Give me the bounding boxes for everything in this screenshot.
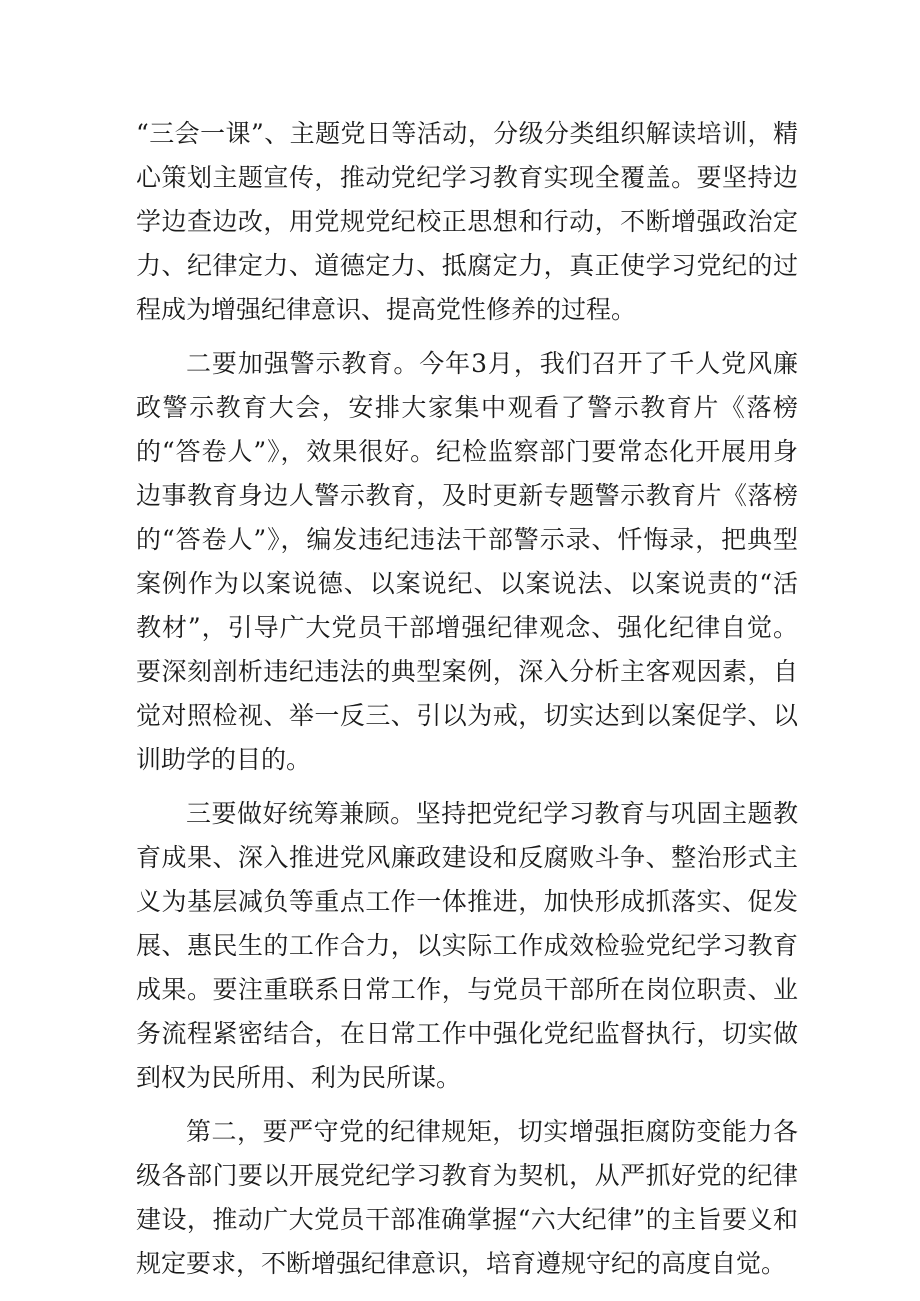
paragraph-4: 第二，要严守党的纪律规矩，切实增强拒腐防变能力各级各部门要以开展党纪学习教育为契机，从严抓好党的纪律建设，推动广大党员干部准确掌握“六大纪律”的主旨要义和规定要求，不断增强纪律意识，培育遵规守纪的高度自觉。	[136, 1117, 798, 1278]
paragraph-3: 三要做好统筹兼顾。坚持把党纪学习教育与巩固主题教育成果、深入推进党风廉政建设和反腐败斗争、整治形式主义为基层减负等重点工作一体推进，加快形成抓落实、促发展、惠民生的工作合力，以实际工作成效检验党纪学习教育成果。要注重联系日常工作，与党员干部所在岗位职责、业务流程紧密结合，在日常工作中强化党纪监督执行，切实做到权为民所用、利为民所谋。	[136, 799, 798, 1092]
document-body	[136, 112, 798, 1296]
paragraph-1: “三会一课”、主题党日等活动，分级分类组织解读培训，精心策划主题宣传，推动党纪学习教育实现全覆盖。要坚持边学边查边改，用党规党纪校正思想和行动，不断增强政治定力、纪律定力、道德定力、抵腐定力，真正使学习党纪的过程成为增强纪律意识、提高党性修养的过程。	[136, 119, 798, 324]
paragraph-2: 二要加强警示教育。今年3月，我们召开了千人党风廉政警示教育大会，安排大家集中观看了警示教育片《落榜的“答卷人”》，效果很好。纪检监察部门要常态化开展用身边事教育身边人警示教育，及时更新专题警示教育片《落榜的“答卷人”》，编发违纪违法干部警示录、忏悔录，把典型案例作为以案说德、以案说纪、以案说法、以案说责的“活教材”，引导广大党员干部增强纪律观念、强化纪律自觉。要深刻剖析违纪违法的典型案例，深入分析主客观因素，自觉对照检视、举一反三、引以为戒，切实达到以案促学、以训助学的目的。	[136, 349, 798, 774]
